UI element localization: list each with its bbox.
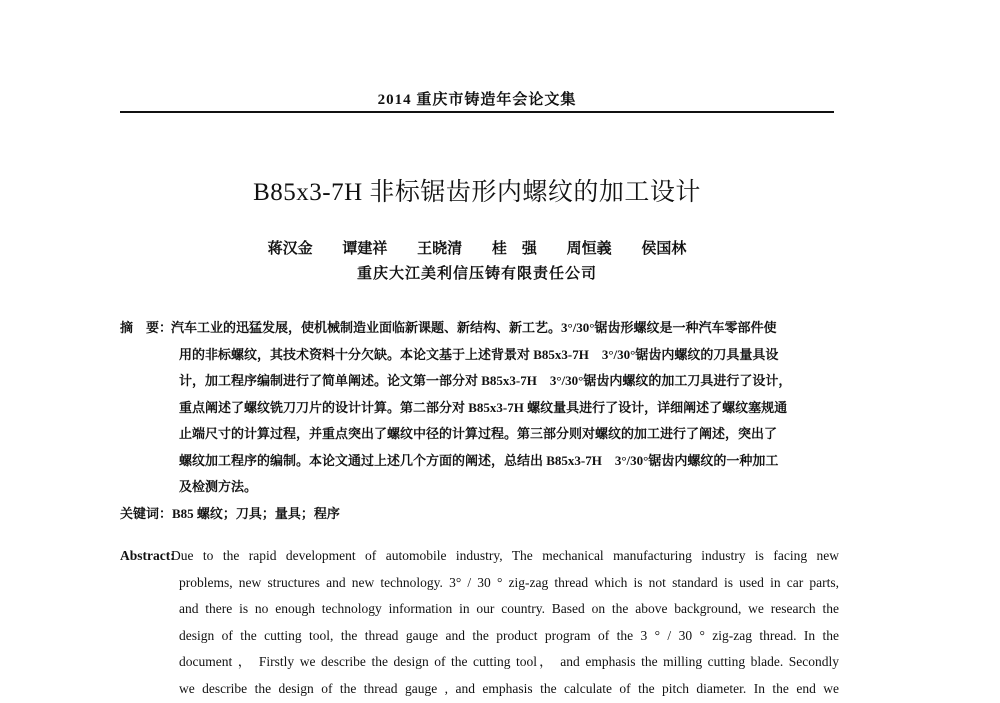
- keywords-label: 关键词：: [120, 506, 173, 521]
- chinese-abstract-body: [171, 315, 839, 501]
- abstract-line: 重点阐述了螺纹铣刀刀片的设计计算。第二部分对 B85x3-7H 螺纹量具进行了设计，详细阐述了螺纹塞规通: [179, 399, 788, 415]
- author: 桂 强: [491, 241, 537, 257]
- chinese-abstract-label: 摘 要：: [120, 320, 173, 335]
- keywords: [120, 503, 340, 525]
- author: 周恒義: [566, 241, 612, 257]
- abstract-line: 用的非标螺纹，其技术资料十分欠缺。本论文基于上述背景对 B85x3-7H 3°/30°锯齿内螺纹的刀具量具设: [179, 346, 779, 362]
- author: 谭建祥: [342, 241, 388, 257]
- english-abstract-label: Abstract:: [120, 548, 175, 563]
- abstract-line: document ， Firstly we describe the design of the cutting tool， and emphasis the milling cutting blade. Secondly: [179, 654, 839, 669]
- abstract-line: 止端尺寸的计算过程，并重点突出了螺纹中径的计算过程。第三部分则对螺纹的加工进行了阐述，突出了: [179, 426, 778, 441]
- abstract-line: design of the cutting tool, the thread gauge and the product program of the 3 ° / 30 ° zig-zag thread. In the: [179, 627, 839, 643]
- author: 侯国林: [641, 241, 687, 257]
- abstract-line: 螺纹加工程序的编制。本论文通过上述几个方面的阐述，总结出 B85x3-7H 3°/30°锯齿内螺纹的一种加工: [179, 452, 779, 468]
- abstract-line: Due to the rapid development of automobile industry, The mechanical manufacturing industry is facing new: [171, 548, 839, 563]
- header-rule: [120, 111, 834, 113]
- english-abstract-body: [171, 543, 839, 702]
- abstract-line: 及检测方法。: [179, 479, 258, 494]
- keywords-text: B85 螺纹；刀具；量具；程序: [172, 506, 340, 521]
- author: 蒋汉金: [267, 241, 313, 257]
- abstract-line: 汽车工业的迅猛发展，使机械制造业面临新课题、新结构、新工艺。3°/30°锯齿形螺纹是一种汽车零部件使: [171, 320, 777, 335]
- running-head: 2014 重庆市铸造年会论文集: [377, 92, 577, 108]
- abstract-line: problems, new structures and new technology. 3° / 30 ° zig-zag thread which is not standard is used in car parts,: [179, 574, 839, 590]
- abstract-line: we describe the design of the thread gauge , and emphasis the calculate of the pitch diameter. In the end we: [179, 680, 839, 696]
- author: 王晓清: [417, 241, 463, 257]
- author-list: [120, 237, 834, 258]
- affiliation: 重庆大江美利信压铸有限责任公司: [356, 266, 597, 282]
- abstract-line: and there is no enough technology information in our country. Based on the above background, we research the: [179, 601, 839, 616]
- abstract-line: 计，加工程序编制进行了简单阐述。论文第一部分对 B85x3-7H 3°/30°锯齿内螺纹的加工刀具进行了设计，: [179, 373, 792, 388]
- paper-title: B85x3-7H 非标锯齿形内螺纹的加工设计: [253, 179, 701, 206]
